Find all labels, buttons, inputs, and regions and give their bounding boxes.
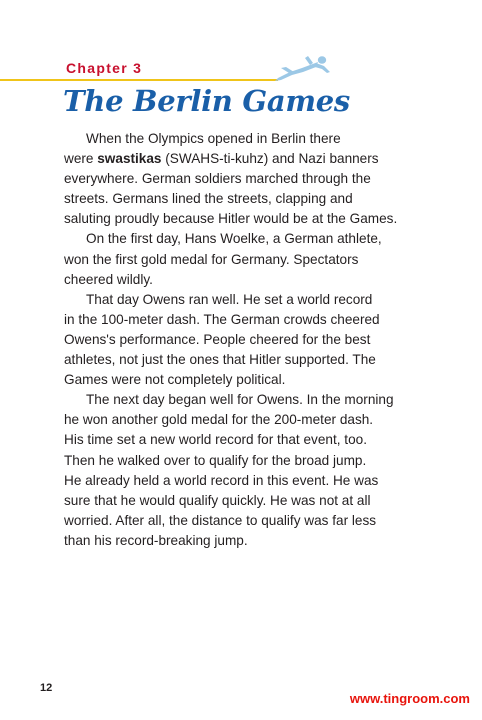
text-line: streets. Germans lined the streets, clapping and bbox=[64, 191, 353, 207]
text-line: athletes, not just the ones that Hitler supported. The bbox=[64, 352, 376, 368]
text-line: worried. After all, the distance to qualify was far less bbox=[64, 512, 377, 528]
runner-icon bbox=[272, 52, 336, 82]
text-line: everywhere. German soldiers marched through the bbox=[64, 171, 371, 187]
text-line: saluting proudly because Hitler would be at the Games. bbox=[64, 211, 398, 227]
paragraph bbox=[64, 129, 420, 229]
text-line: On the first day, Hans Woelke, a German athlete, bbox=[86, 231, 382, 247]
text-line: in the 100-meter dash. The German crowds cheered bbox=[64, 311, 380, 327]
watermark: www.tingroom.com bbox=[349, 691, 470, 706]
text-line: The next day began well for Owens. In the morning bbox=[86, 392, 394, 408]
text-line: Owens's performance. People cheered for the best bbox=[64, 331, 371, 347]
text-line: His time set a new world record for that event, too. bbox=[64, 432, 367, 448]
text-line: sure that he would qualify quickly. He was not at all bbox=[64, 492, 371, 508]
text-line: Then he walked over to qualify for the broad jump. bbox=[64, 452, 367, 468]
text-segment: (SWAHS-ti-kuhz) and Nazi banners bbox=[161, 151, 379, 167]
text-line: he won another gold medal for the 200-meter dash. bbox=[64, 412, 374, 428]
chapter-divider bbox=[0, 79, 278, 81]
text-line: He already held a world record in this event. He was bbox=[64, 472, 379, 488]
text-segment: were bbox=[64, 151, 98, 167]
paragraph bbox=[64, 229, 420, 289]
chapter-label: Chapter 3 bbox=[66, 60, 143, 76]
text-line: cheered wildly. bbox=[64, 271, 153, 287]
text-line: Games were not completely political. bbox=[64, 372, 286, 388]
chapter-title: The Berlin Games bbox=[63, 84, 350, 118]
glossary-term: swastikas bbox=[97, 151, 162, 167]
text-line: When the Olympics opened in Berlin there bbox=[86, 131, 341, 146]
paragraph bbox=[64, 290, 420, 390]
text-line: than his record-breaking jump. bbox=[64, 532, 248, 548]
text-line: won the first gold medal for Germany. Spectators bbox=[64, 251, 359, 267]
paragraph bbox=[64, 390, 420, 551]
page-number: 12 bbox=[40, 682, 53, 694]
body-text bbox=[64, 129, 420, 551]
text-line: That day Owens ran well. He set a world record bbox=[86, 291, 373, 307]
text-line bbox=[64, 149, 420, 169]
